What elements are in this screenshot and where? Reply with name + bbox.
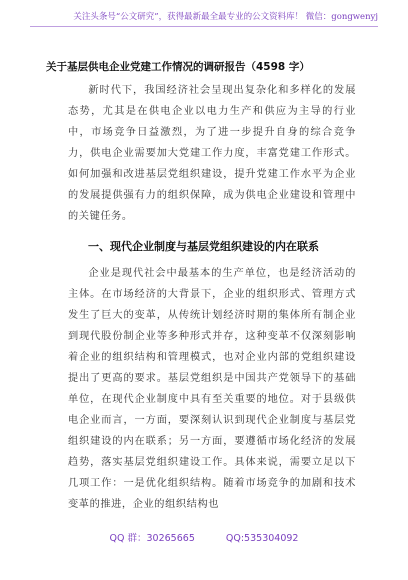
page-header-note: 关注头条号“公文研究”，获得最新最全最专业的公文资料库！ 微信：gongwenyj: [30, 10, 378, 27]
paragraph-body: 企业是现代社会中最基本的生产单位，也是经济活动的主体。在市场经济的大背景下，企业的组织形式、管理方式发生了巨大的变革，从传统计划经济时期的集体所有制企业到现代股份制企业等多种形式并存，这种变革不仅深刻影响着企业的组织结构和管理模式，也对企业内部的党组织建设提出了更高的要求。基层党组织是中国共产党领导下的基础单位，在现代企业制度中具有至关重要的地位。对于县级供电企业而言，一方面，要深刻认识到现代企业制度与基层党组织建设的内在联系；另一方面，要遵循市场化经济的发展趋势，落实基层党组织建设工作。具体来说，需要立足以下几项工作：一是优化组织结构。随着市场竞争的加剧和技术变革的推进，企业的组织结构也: [68, 268, 356, 510]
footer-qq-group: QQ 群：30265665: [109, 533, 195, 544]
page-footer: [0, 530, 408, 544]
document-title: 关于基层供电企业党建工作情况的调研报告（4598 字）: [46, 61, 310, 73]
footer-qq: QQ:535304092: [225, 533, 299, 544]
paragraph-intro: 新时代下，我国经济社会呈现出复杂化和多样化的发展态势，尤其是在供电企业以电力生产和供应为主导的行业中，市场竞争日益激烈，为了进一步提升自身的综合竞争力，供电企业需要加大党建工作力度，丰富党建工作形式。如何加强和改进基层党组织建设，提升党建工作水平为企业的发展提供强有力的组织保障，成为供电企业建设和管理中的关键任务。: [68, 85, 356, 222]
section-heading: 一、现代企业制度与基层党组织建设的内在联系: [88, 240, 319, 253]
